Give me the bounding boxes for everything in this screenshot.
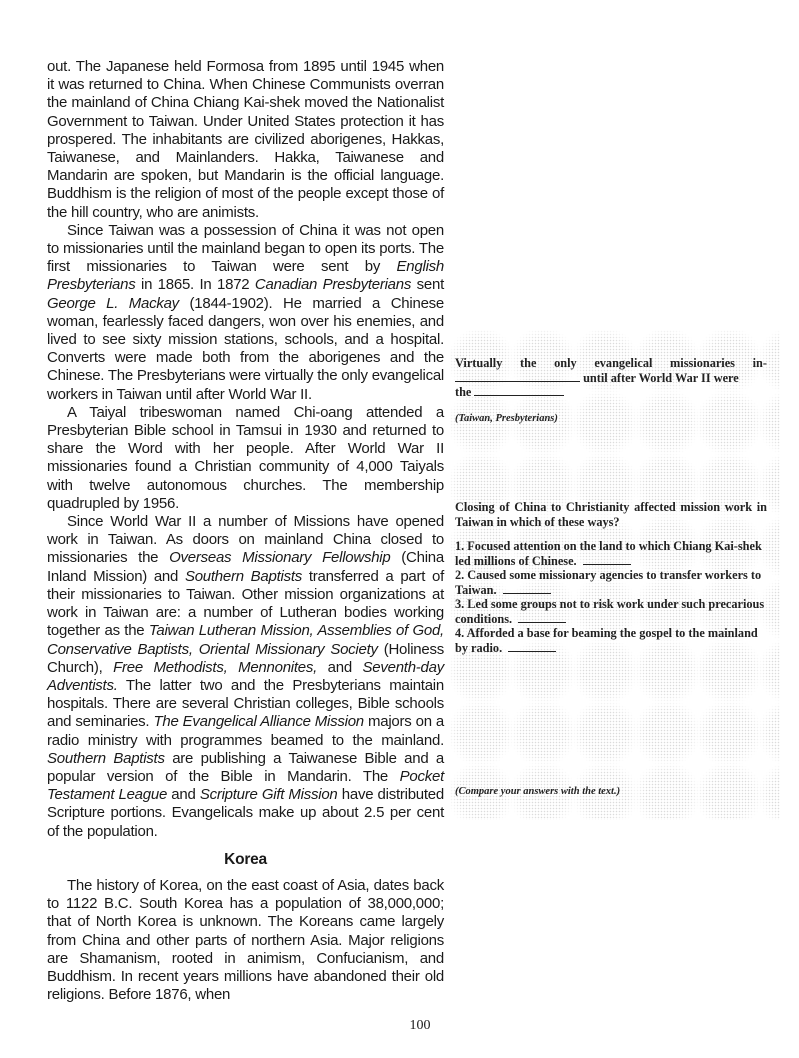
korea-section xyxy=(47,877,444,1004)
option-text: 4. Afforded a base for beaming the gospel to the mainland by radio. xyxy=(455,626,758,655)
paragraph xyxy=(47,222,444,404)
question-2-prompt: Closing of China to Christianity affected mission work in Taiwan in which of these ways? xyxy=(455,500,767,529)
text-run: and xyxy=(167,786,200,804)
text-run: (Holiness Church), xyxy=(47,640,444,676)
italic-name: Canadian Presbyterians xyxy=(254,276,412,294)
paragraph xyxy=(47,404,444,513)
answer-blank[interactable] xyxy=(474,385,564,396)
text-run: Since World War II a number of Missions have opened work in Taiwan. As doors on mainland China closed to missionaries the xyxy=(47,513,444,567)
question-1-text-end: the xyxy=(455,385,472,399)
option-item xyxy=(455,539,767,568)
text-run: transferred a part of their missionaries to Taiwan. Other mission organizations at work in Taiwan are: a number of Lutheran bodies working together as the xyxy=(47,567,444,640)
compare-note-text: (Compare your answers with the text.) xyxy=(455,786,621,797)
question-1 xyxy=(455,356,767,426)
italic-name: Southern Baptists xyxy=(184,567,302,585)
text-run: The history of Korea, on the east coast of Asia, dates back to 1122 B.C. South Korea has a population of 38,000,000; that of North Korea is unknown. The Koreans came largely from China and other parts of northern Asia. Major religions are Shamanism, rooted in animism, Confucianism, and Buddhism. In recent years millions have abandoned their old religions. Before 1876, when xyxy=(47,876,444,1004)
question-1-line-1: Virtually the only evangelical missionaries in- xyxy=(455,356,767,370)
paragraph xyxy=(47,58,444,222)
compare-note xyxy=(455,785,767,800)
question-1-line-3 xyxy=(455,385,767,400)
text-run: are publishing a Taiwanese Bible and a popular version of the Bible in Mandarin. The xyxy=(47,749,444,785)
taiwan-section xyxy=(47,58,444,841)
text-run: majors on a radio ministry with programmes beamed to the mainland. xyxy=(47,713,444,749)
italic-name: Seventh-day Adventists. xyxy=(47,658,444,694)
italic-name: Free Methodists, Mennonites, xyxy=(113,658,318,676)
text-run: have distributed Scripture portions. Evangelicals make up about 2.5 per cent of the population. xyxy=(47,786,444,840)
text-run: (1844-1902). He married a Chinese woman, fearlessly faced dangers, won over his enemies, and lived to see sixty mission stations, schools, and a hospital. Converts were made both from the aborigenes and the Chinese. The Presbyterians were virtually the only evangelical workers in Taiwan until after World War II. xyxy=(47,294,444,403)
option-text: 3. Led some groups not to risk work under such precarious conditions. xyxy=(455,597,765,626)
italic-name: Overseas Missionary Fellowship xyxy=(169,549,391,567)
italic-name: George L. Mackay xyxy=(47,294,179,312)
option-text: 2. Caused some missionary agencies to transfer workers to Taiwan. xyxy=(455,568,762,597)
option-item xyxy=(455,597,767,626)
question-1-answer: (Taiwan, Presbyterians) xyxy=(455,412,558,424)
text-run: A Taiyal tribeswoman named Chi-oang attended a Presbyterian Bible school in Tamsui in 1930 and returned to share the Word with her people. After World War II missionaries found a Christian community of 4,000 Taiyals with twelve autonomous churches. The membership quadrupled by 1956. xyxy=(47,403,444,512)
text-run: sent xyxy=(411,276,444,294)
page-number: 100 xyxy=(409,1018,431,1033)
question-2-options xyxy=(455,539,767,655)
question-1-line-2 xyxy=(455,371,767,386)
paragraph xyxy=(47,877,444,1004)
italic-name: Southern Baptists xyxy=(47,749,165,767)
question-2 xyxy=(455,500,767,655)
text-run: in 1865. In 1872 xyxy=(135,276,255,294)
italic-name: Pocket Testament League xyxy=(47,767,444,804)
answer-blank[interactable] xyxy=(583,554,631,565)
answer-blank[interactable] xyxy=(503,583,551,594)
italic-name: English Presbyterians xyxy=(47,258,444,294)
italic-name: The Evangelical Alliance Mission xyxy=(153,713,364,731)
answer-blank[interactable] xyxy=(518,612,566,623)
answer-blank[interactable] xyxy=(455,371,580,382)
paragraph xyxy=(47,513,444,841)
left-column xyxy=(47,58,444,1004)
italic-name: Scripture Gift Mission xyxy=(199,786,338,804)
option-text: 1. Focused attention on the land to which Chiang Kai-shek led millions of Chinese. xyxy=(455,539,762,568)
text-run: and xyxy=(317,658,363,676)
text-run: out. The Japanese held Formosa from 1895 until 1945 when it was returned to China. When Chinese Communists overran the mainland of China Chiang Kai-shek moved the Nationalist Government to Taiwan. Under United States protection it has prospered. The inhabitants are civilized aborigenes, Hakkas, Taiwanese, and Mainlanders. Hakka, Taiwanese and Mandarin are spoken, but Mandarin is the official language. Buddhism is the religion of most of the people except those of the hill country, who are animists. xyxy=(47,58,444,221)
text-run: The latter two and the Presbyterians maintain hospitals. There are several Christian colleges, Bible schools and seminaries. xyxy=(47,676,444,731)
option-item xyxy=(455,626,767,655)
question-1-text: until after World War II were xyxy=(583,370,739,385)
answer-blank[interactable] xyxy=(508,641,556,652)
section-heading-korea: Korea xyxy=(224,850,267,868)
text-run: (China Inland Mission) and xyxy=(47,549,444,585)
italic-name: Taiwan Lutheran Mission, Assemblies of God, Conservative Baptists, Oriental Missionary Society xyxy=(47,622,444,658)
text-run: Since Taiwan was a possession of China it was not open to missionaries until the mainland began to open its ports. The first missionaries to Taiwan were sent by xyxy=(47,221,444,276)
option-item xyxy=(455,568,767,597)
